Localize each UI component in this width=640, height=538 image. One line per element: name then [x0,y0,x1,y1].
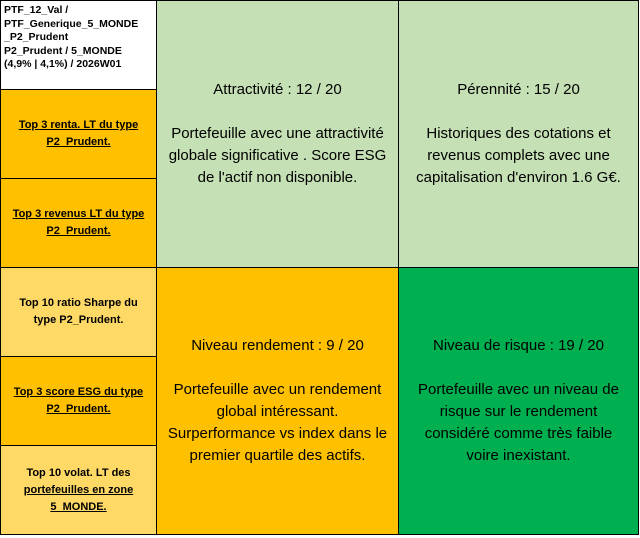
rendement-cell [156,267,399,535]
text-line: globale significative . Score ESG [168,147,387,164]
sidebar-item-label: Top 10 ratio Sharpe du [19,297,138,309]
text-line: Portefeuille avec un niveau de [418,381,619,398]
sidebar-item-label: type P2_Prudent. [33,314,124,326]
perennite-cell [398,0,639,268]
text-line: global intéressant. [216,403,339,420]
header-line: _P2_Prudent [4,31,69,43]
text-line: considéré comme très faible [424,425,613,442]
perennite-title: Pérennité : 15 / 20 [457,81,580,98]
sidebar-item-top3-revenus[interactable] [0,178,157,268]
perennite-text [416,123,621,189]
sidebar-item-label: P2_Prudent. [46,403,111,415]
text-line: Historiques des cotations et [426,125,611,142]
attractivite-title: Attractivité : 12 / 20 [213,81,342,98]
sidebar-item-top3-esg[interactable] [0,356,157,446]
sidebar-item-link[interactable]: 5_MONDE. [50,500,107,513]
sidebar-item-top10-sharpe [0,267,157,357]
sidebar-item-top3-renta[interactable] [0,89,157,179]
risque-text [418,379,619,467]
header-line: P2_Prudent / 5_MONDE [4,44,122,57]
text-line: Portefeuille avec un rendement [173,381,382,398]
risque-title: Niveau de risque : 19 / 20 [433,337,604,354]
text-line: capitalisation d'environ 1.6 G€. [416,169,621,186]
sidebar-item-label: Top 3 revenus LT du type [12,208,145,220]
text-line: voire inexistant. [466,447,571,464]
attractivite-text [169,123,387,189]
rendement-text [168,379,387,467]
text-line: revenus complets avec une [427,147,610,164]
risque-cell [398,267,639,535]
sidebar-item-label: Top 10 volat. LT des [26,466,131,479]
sidebar-item-link[interactable]: portefeuilles en zone [23,483,134,496]
rendement-title: Niveau rendement : 9 / 20 [191,337,364,354]
sidebar-item-label: Top 3 score ESG du type [13,386,144,398]
text-line: risque sur le rendement [439,403,598,420]
attractivite-cell [156,0,399,268]
text-line: Surperformance vs index dans le [167,425,388,442]
header-line: (4,9% | 4,1%) / 2026W01 [4,58,122,70]
text-line: de l'actif non disponible. [197,169,358,186]
sidebar-item-top10-volat[interactable] [0,445,157,535]
portfolio-header [0,0,157,90]
sidebar-item-label: Top 3 renta. LT du type [18,119,139,131]
header-line: PTF_12_Val / [4,4,69,16]
sidebar-item-label: P2_Prudent. [46,136,111,148]
sidebar-item-label: P2_Prudent. [46,225,111,237]
header-line: PTF_Generique_5_MONDE [4,17,139,30]
text-line: premier quartile des actifs. [189,447,366,464]
text-line: Portefeuille avec une attractivité [171,125,384,142]
